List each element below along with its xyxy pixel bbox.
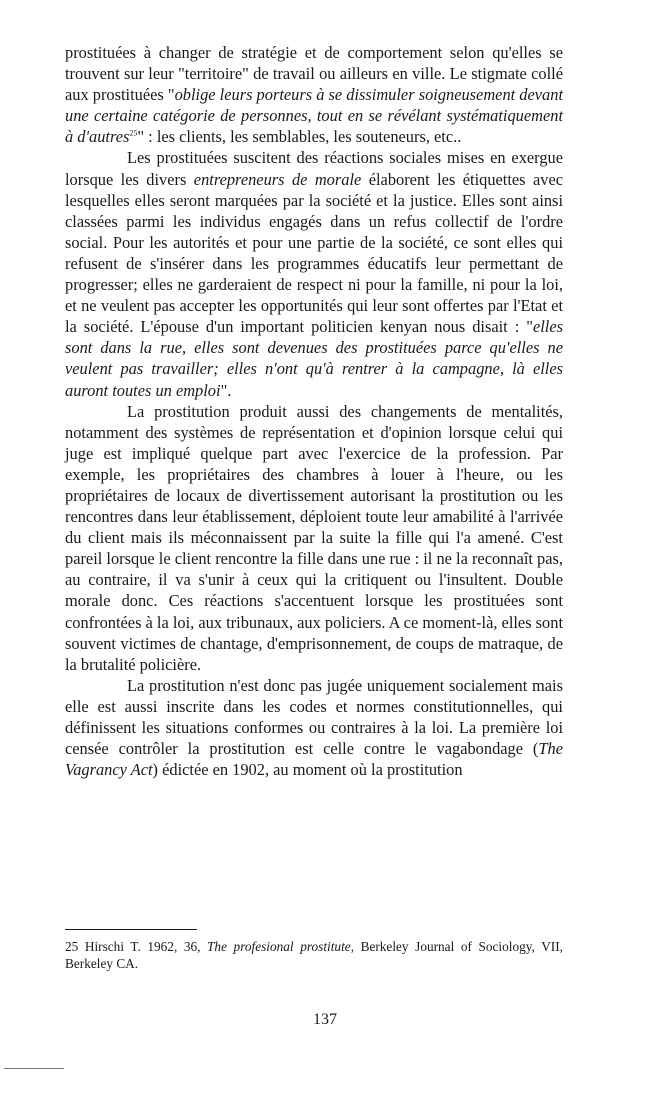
- text-run: ".: [220, 380, 232, 400]
- page-number: 137: [313, 1011, 337, 1028]
- text-run: , Berkeley Journal of Sociology, VII, Berkeley CA.: [65, 939, 563, 971]
- text-run: 25 Hirschi T. 1962, 36,: [65, 939, 208, 954]
- paragraph: [65, 675, 563, 780]
- italic-text: oblige leurs porteurs à se dissimuler soigneusement devant une certaine catégorie de personnes, tout en se révélant systématiquement à d'autres: [65, 85, 563, 147]
- italic-text: The profesional prostitute: [207, 939, 351, 954]
- footnote-ref: 25: [129, 128, 138, 138]
- text-run: La prostitution n'est donc pas jugée uniquement socialement mais elle est aussi inscrite dans les codes et normes constitutionnelles, qui définissent les situations conformes ou contraires à la loi. La première loi censée contrôler la prostitution est celle contre le vagabondage (: [65, 675, 563, 759]
- italic-text: entrepreneurs de morale: [193, 169, 362, 189]
- text-run: élaborent les étiquettes avec lesquelles elles seront marquées par la société et la justice. Elles sont ainsi classées parmi les individus engagés dans un refus collectif de l'ordre social. Pour les autorités et pour une partie de la société, ce sont elles qui refusent de s'insérer dans les programmes éducatifs leur permettant de progresser; elles ne garderaient de respect ni pour la famille, ni pour la loi, et ne veulent pas accepter les opportunités qui leur sont offertes par l'Etat et la société. L'épouse d'un important politicien kenyan nous disait : ": [65, 169, 564, 337]
- paragraph: [65, 401, 563, 675]
- text-run: Les prostituées suscitent des réactions sociales mises en exergue lorsque les divers: [65, 148, 563, 189]
- divider: [4, 1068, 64, 1069]
- italic-text: elles sont dans la rue, elles sont devenues des prostituées parce qu'elles ne veulent pas travailler; elles n'ont qu'à rentrer à la campagne, là elles auront toutes un emploi: [65, 317, 563, 400]
- footnote-separator: [65, 929, 197, 930]
- text-run: prostituées à changer de stratégie et de comportement selon qu'elles se trouvent sur leur "territoire" de travail ou ailleurs en ville. Le stigmate collé aux prostituées ": [65, 43, 563, 105]
- italic-text: The Vagrancy Act: [65, 739, 563, 780]
- footnote: [65, 938, 563, 972]
- paragraph: [65, 147, 563, 400]
- text-run: La prostitution produit aussi des changements de mentalités, notamment des systèmes de représentation et d'opinion lorsque celui qui juge est impliqué quelque part avec l'exercice de la profession. Par exemple, les propriétaires des chambres à louer à l'heure, ou les propriétaires de locaux de divertissement autorisant la prostitution ou les rencontres dans leur établissement, déploient toute leur amabilité à l'arrivée du client mais ils méconnaissent par la suite la fille qui l'a amené. C'est pareil lorsque le client rencontre la fille dans une rue : il ne la reconnaît pas, au contraire, il va s'unir à ceux qui la critiquent ou l'insultent. Double morale donc. Ces réactions s'accentuent lorsque les prostituées sont confrontées à la loi, aux tribunaux, aux policiers. A ce moment-là, elles sont souvent victimes de chantage, d'emprisonnement, de coups de matraque, de la brutalité policière.: [65, 401, 563, 674]
- paragraph: [65, 42, 563, 147]
- text-run: " : les clients, les semblables, les souteneurs, etc..: [137, 127, 462, 147]
- body-text: [65, 42, 563, 780]
- text-run: ) édictée en 1902, au moment où la prostitution: [152, 760, 463, 780]
